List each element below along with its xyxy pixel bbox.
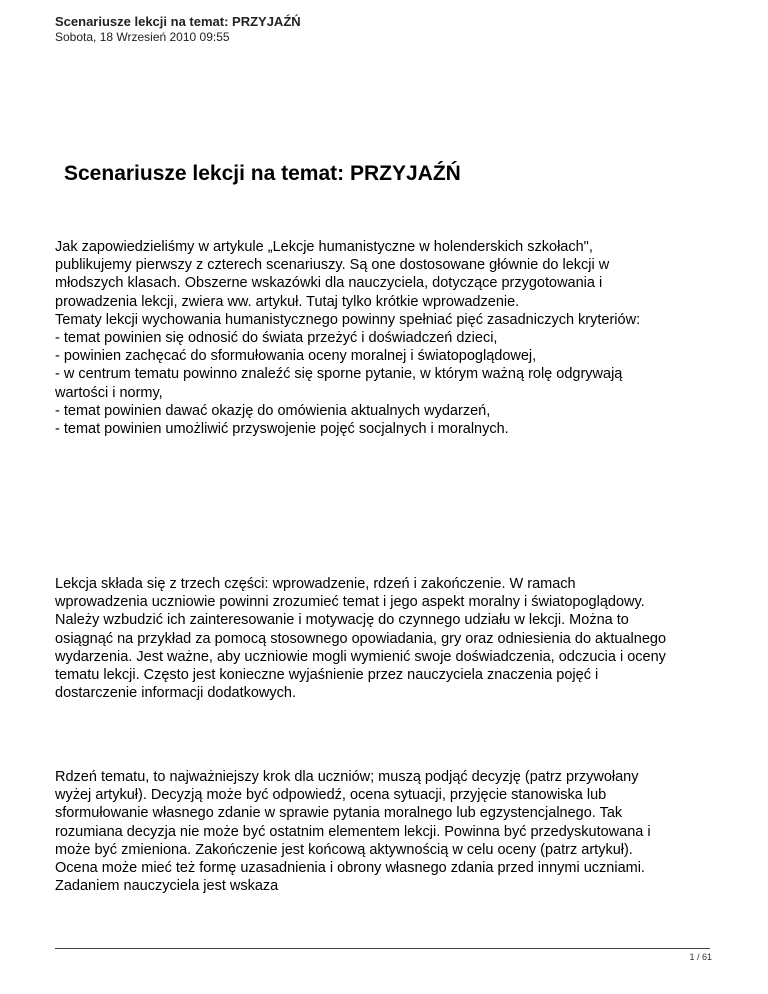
paragraph-core: Rdzeń tematu, to najważniejszy krok dla uczniów; muszą podjąć decyzję (patrz przywołany wyżej artykuł). Decyzją może być odpowiedź, ocena sytuacji, przyjęcie stanowiska lub sformułowanie własnego zdanie w sprawie pytania moralnego lub egzystencjalnego. Tak rozumiana decyzja nie może być ostatnim elementem lekcji. Powinna być przedyskutowana i może być zmieniona. Zakończenie jest końcową aktywnością w celu oceny (patrz artykuł). Ocena może mieć też formę uzasadnienia i obrony własnego zdania przed innymi uczniami. Zadaniem nauczyciela jest wskaza	[55, 769, 651, 895]
header-title: Scenariusze lekcji na temat: PRZYJAŹŃ	[55, 14, 301, 29]
paragraph-lesson-structure: Lekcja składa się z trzech części: wprowadzenie, rdzeń i zakończenie. W ramach wprowadzenia uczniowie powinni zrozumieć temat i jego aspekt moralny i światopoglądowy. Należy wzbudzić ich zainteresowanie i motywację do czynnego udziału w lekcji. Można to osiągnąć na przykład za pomocą stosownego opowiadania, gry oraz odniesienia do aktualnego wydarzenia. Jest ważne, aby uczniowie mogli wymienić swoje doświadczenia, odczucia i oceny tematu lekcji. Często jest konieczne wyjaśnienie przez nauczyciela znaczenia pojęć i dostarczenie informacji dodatkowych.	[55, 576, 667, 702]
header-date: Sobota, 18 Wrzesień 2010 09:55	[55, 30, 230, 44]
footer-divider	[55, 948, 710, 949]
paragraph-intro: Jak zapowiedzieliśmy w artykule „Lekcje humanistyczne w holenderskich szkołach", publikujemy pierwszy z czterech scenariuszy. Są one dostosowane głównie do lekcji w młodszych klasach. Obszerne wskazówki dla nauczyciela, dotyczące przygotowania i prowadzenia lekcji, zwiera ww. artykuł. Tutaj tylko krótkie wprowadzenie. Tematy lekcji wychowania humanistycznego powinny spełniać pięć zasadniczych kryteriów: - temat powinien się odnosić do świata przeżyć i doświadczeń dzieci, - powinien zachęcać do sformułowania oceny moralnej i światopoglądowej, - w centrum tematu powinno znaleźć się sporne pytanie, w którym ważną rolę odgrywają wartości i normy, - temat powinien dawać okazję do omówienia aktualnych wydarzeń, - temat powinien umożliwić przyswojenie pojęć socjalnych i moralnych.	[55, 239, 641, 438]
article-title: Scenariusze lekcji na temat: PRZYJAŹŃ	[64, 162, 461, 185]
page-header	[55, 14, 301, 45]
page-number: 1 / 61	[689, 952, 712, 962]
